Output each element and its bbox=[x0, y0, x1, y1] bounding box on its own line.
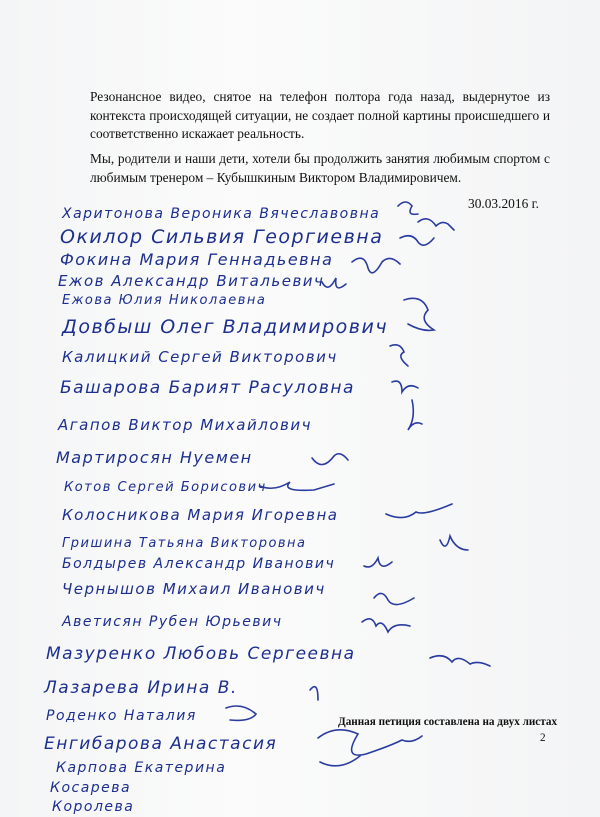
signature-mark bbox=[430, 656, 490, 666]
signature-name: Чернышов Михаил Иванович bbox=[62, 580, 326, 598]
signature-name: Енгибарова Анастасия bbox=[44, 734, 278, 754]
signature-mark bbox=[260, 482, 334, 490]
signature-name: Калицкий Сергей Викторович bbox=[62, 348, 338, 366]
signature-mark bbox=[318, 730, 422, 755]
signature-name: Карпова Екатерина bbox=[56, 760, 227, 776]
signature-name: Королева bbox=[52, 799, 135, 815]
signature-mark bbox=[398, 202, 418, 214]
signature-mark bbox=[364, 558, 392, 567]
signature-mark bbox=[312, 454, 348, 465]
signature-name: Ежов Александр Витальевич bbox=[58, 272, 325, 290]
signature-name: Мартиросян Нуемен bbox=[56, 448, 253, 467]
signature-name: Аветисян Рубен Юрьевич bbox=[62, 614, 283, 630]
signature-name: Башарова Барият Расуловна bbox=[60, 378, 355, 398]
signature-name: Ежова Юлия Николаевна bbox=[62, 293, 267, 308]
signature-mark bbox=[392, 381, 418, 392]
signature-mark bbox=[310, 687, 318, 700]
document-date: 30.03.2016 г. bbox=[468, 196, 539, 211]
signature-name: Харитонова Вероника Вячеславовна bbox=[62, 206, 381, 222]
signature-name: Мазуренко Любовь Сергеевна bbox=[46, 644, 356, 664]
signature-name: Косарева bbox=[50, 780, 132, 796]
signature-mark bbox=[404, 298, 434, 330]
signature-name: Довбыш Олег Владимирович bbox=[62, 316, 389, 338]
paragraph-request: Мы, родители и наши дети, хотели бы продолжить занятия любимым спортом с любимым тренером – Кубышкиным Виктором Владимировичем. bbox=[90, 151, 550, 185]
petition-footer-note: Данная петиция составлена на двух листах bbox=[338, 716, 558, 728]
signature-mark bbox=[322, 278, 346, 288]
signature-name: Гришина Татьяна Викторовна bbox=[62, 536, 307, 551]
signature-mark bbox=[418, 219, 454, 230]
signature-mark bbox=[408, 400, 422, 430]
signature-name: Лазарева Ирина В. bbox=[44, 678, 238, 698]
page-number: 2 bbox=[540, 732, 546, 744]
signature-mark bbox=[352, 258, 400, 273]
signature-name: Роденко Наталия bbox=[46, 708, 197, 724]
signature-mark bbox=[390, 345, 408, 366]
signature-name: Фокина Мария Геннадьевна bbox=[60, 250, 334, 269]
paragraph-video: Резонансное видео, снятое на телефон полтора года назад, выдернутое из контекста происходящей ситуации, не создает полной картины происшедшего и соответственно искажает реальность. bbox=[90, 89, 550, 141]
signature-mark bbox=[440, 536, 468, 550]
signature-name: Котов Сергей Борисович bbox=[64, 480, 267, 495]
signature-name: Агапов Виктор Михайлович bbox=[58, 416, 312, 434]
signature-name: Болдырев Александр Иванович bbox=[62, 556, 336, 572]
signature-mark bbox=[400, 236, 434, 245]
signature-mark bbox=[362, 619, 410, 632]
signature-mark bbox=[320, 756, 360, 766]
signature-mark bbox=[226, 706, 256, 720]
signature-mark bbox=[386, 504, 452, 518]
signature-name: Окилор Сильвия Георгиевна bbox=[60, 226, 384, 248]
signature-name: Колосникова Мария Игоревна bbox=[62, 506, 339, 524]
signature-mark bbox=[374, 593, 414, 604]
